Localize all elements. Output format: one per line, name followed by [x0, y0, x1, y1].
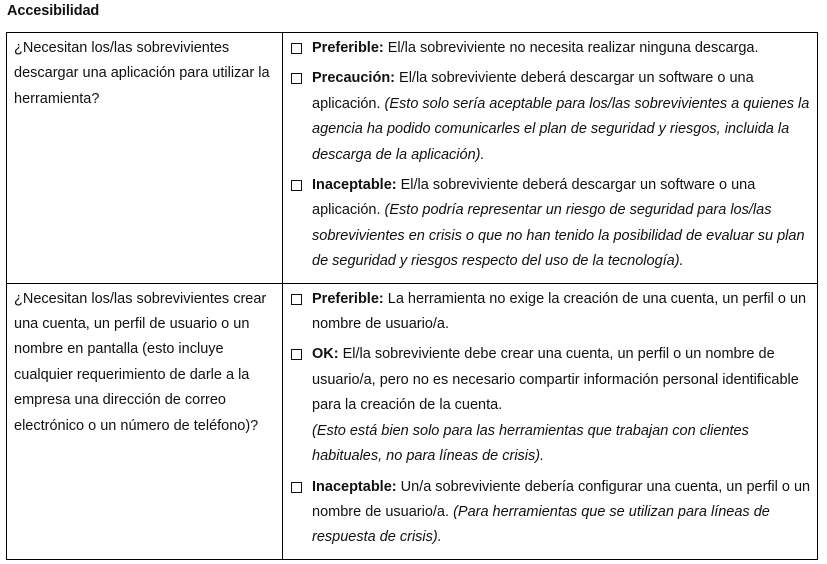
option-text: Un/a sobreviviente debería configurar una cuenta, un perfil o un nombre de usuario/a.: [312, 478, 811, 520]
option-note: (Esto está bien solo para las herramientas que trabajan con clientes habituales, no para líneas de crisis).: [312, 422, 749, 465]
option-label: Preferible:: [312, 40, 388, 56]
section-heading: Accesibilidad: [7, 3, 100, 19]
option-note: (Esto podría representar un riesgo de seguridad para los/las sobrevivientes en crisis o que no han tenido la posibilidad de evaluar su plan de seguridad y riesgos respecto del uso de la tecnología).: [312, 202, 805, 270]
option-note: (Esto solo sería aceptable para los/las sobrevivientes a quienes la agencia ha podido comunicarles el plan de seguridad y riesgos, incluida la descarga de la aplicación).: [312, 95, 810, 163]
options-cell: [283, 33, 818, 284]
option-label: Inaceptable:: [312, 177, 401, 194]
table-row: [7, 283, 818, 559]
checkbox-icon: [291, 180, 302, 191]
question-text: ¿Necesitan los/las sobrevivientes crear una cuenta, un perfil de usuario o un nombre en pantalla (esto incluye cualquier requerimiento de darle a la empresa una dirección de correo electrónico o un número de teléfono)?: [14, 290, 267, 434]
option-label: Precaución:: [312, 70, 400, 87]
option-text: El/la sobreviviente no necesita realizar ninguna descarga.: [387, 40, 759, 56]
checkbox-icon: [291, 73, 302, 84]
checkbox-icon: [291, 482, 302, 493]
option-label: OK:: [312, 346, 343, 363]
checkbox-icon: [291, 43, 302, 54]
option-label: Preferible:: [312, 290, 388, 307]
question-text: ¿Necesitan los/las sobrevivientes descargar una aplicación para utilizar la herramienta?: [14, 40, 270, 107]
question-cell: [7, 33, 283, 284]
option-item: [290, 475, 811, 551]
option-text: El/la sobreviviente deberá descargar un software o una aplicación.: [312, 177, 756, 219]
option-text: La herramienta no exige la creación de una cuenta, un perfil o un nombre de usuario/a.: [312, 290, 807, 333]
question-cell: [7, 283, 283, 559]
option-item: [290, 36, 811, 61]
checkbox-icon: [291, 349, 302, 360]
option-note: (Para herramientas que se utilizan para líneas de respuesta de crisis).: [312, 503, 770, 546]
checkbox-icon: [291, 294, 302, 305]
option-text: El/la sobreviviente debe crear una cuenta, un perfil o un nombre de usuario/a, pero no es necesario compartir información personal identificable para la creación de la cuenta.: [312, 346, 799, 414]
option-text: El/la sobreviviente deberá descargar un software o una aplicación.: [312, 70, 754, 112]
option-item: [290, 342, 811, 469]
table-row: [7, 33, 818, 284]
option-item: [290, 287, 811, 338]
option-label: Inaceptable:: [312, 478, 401, 495]
options-cell: [283, 283, 818, 559]
option-item: [290, 66, 811, 168]
option-item: [290, 173, 811, 275]
criteria-table: [6, 32, 818, 560]
